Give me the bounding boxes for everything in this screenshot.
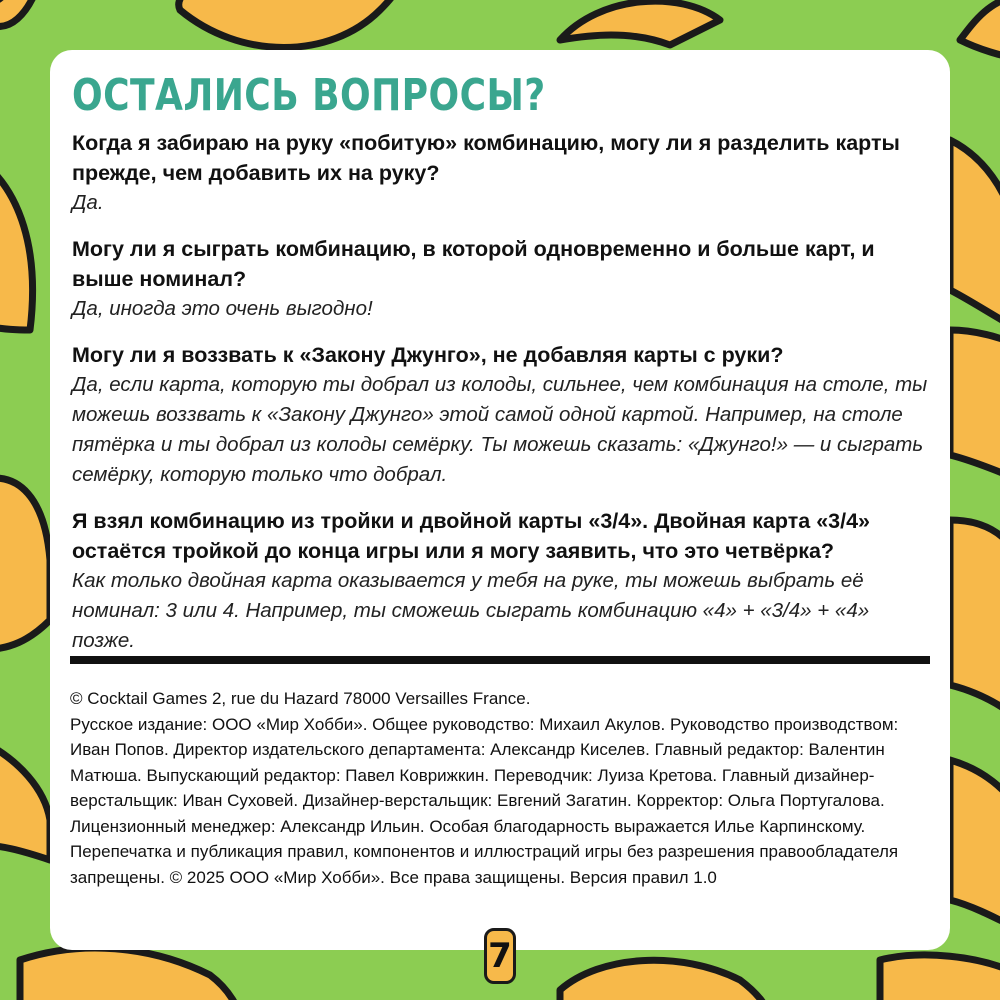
faq-item [72,128,928,218]
faq-question: Когда я забираю на руку «побитую» комбинацию, могу ли я разделить карты прежде, чем добавить их на руку? [72,131,900,185]
faq-answer: Да, иногда это очень выгодно! [72,297,373,320]
faq-item [72,506,928,656]
section-divider [70,656,930,664]
page-number-badge [484,928,516,984]
content-card [50,50,950,950]
publisher-address: © Cocktail Games 2, rue du Hazard 78000 Versailles France. [70,689,531,708]
faq-question: Могу ли я сыграть комбинацию, в которой одновременно и больше карт, и выше номинал? [72,237,875,291]
page-number: 7 [488,936,512,976]
faq-item [72,340,928,490]
banana-icon [950,760,1000,930]
faq-answer: Да. [72,191,104,214]
faq-item [72,234,928,324]
banana-icon [880,955,1000,1000]
faq-answer: Да, если карта, которую ты добрал из колоды, сильнее, чем комбинация на столе, ты можешь воззвать к «Закону Джунго» этой самой одной картой. Например, на столе пятёрка и ты добрал из колоды семёрку. Ты можешь сказать: «Джунго!» — и сыграть семёрку, которую только что добрал. [72,373,928,486]
faq-question: Я взял комбинацию из тройки и двойной карты «3/4». Двойная карта «3/4» остаётся тройкой до конца игры или я могу заявить, что это четвёрка? [72,509,871,563]
banana-icon [950,520,1000,720]
credits-block [70,686,910,890]
faq-question: Могу ли я воззвать к «Закону Джунго», не добавляя карты с руки? [72,343,784,367]
banana-icon [950,330,1000,480]
credits-text: Русское издание: ООО «Мир Хобби». Общее руководство: Михаил Акулов. Руководство производством: Иван Попов. Директор издательского департамента: Александр Киселев. Главный редактор: Валентин Матюша. Выпускающий редактор: Павел Коврижкин. Переводчик: Луиза Кретова. Главный дизайнер-верстальщик: Иван Суховей. Дизайнер-верстальщик: Евгений Загатин. Корректор: Ольга Португалова. Лицензионный менеджер: Александр Ильин. Особая благодарность выражается Илье Карпинскому. Перепечатка и публикация правил, компонентов и иллюстраций игры без разрешения правообладателя запрещены. © 2025 ООО «Мир Хобби». Все права защищены. Версия правил 1.0 [70,714,899,887]
faq-answer: Как только двойная карта оказывается у тебя на руке, ты можешь выбрать её номинал: 3 или 4. Например, ты сможешь сыграть комбинацию «4» + «3/4» + «4» позже. [72,569,870,652]
page-title: ОСТАЛИСЬ ВОПРОСЫ? [72,70,546,121]
